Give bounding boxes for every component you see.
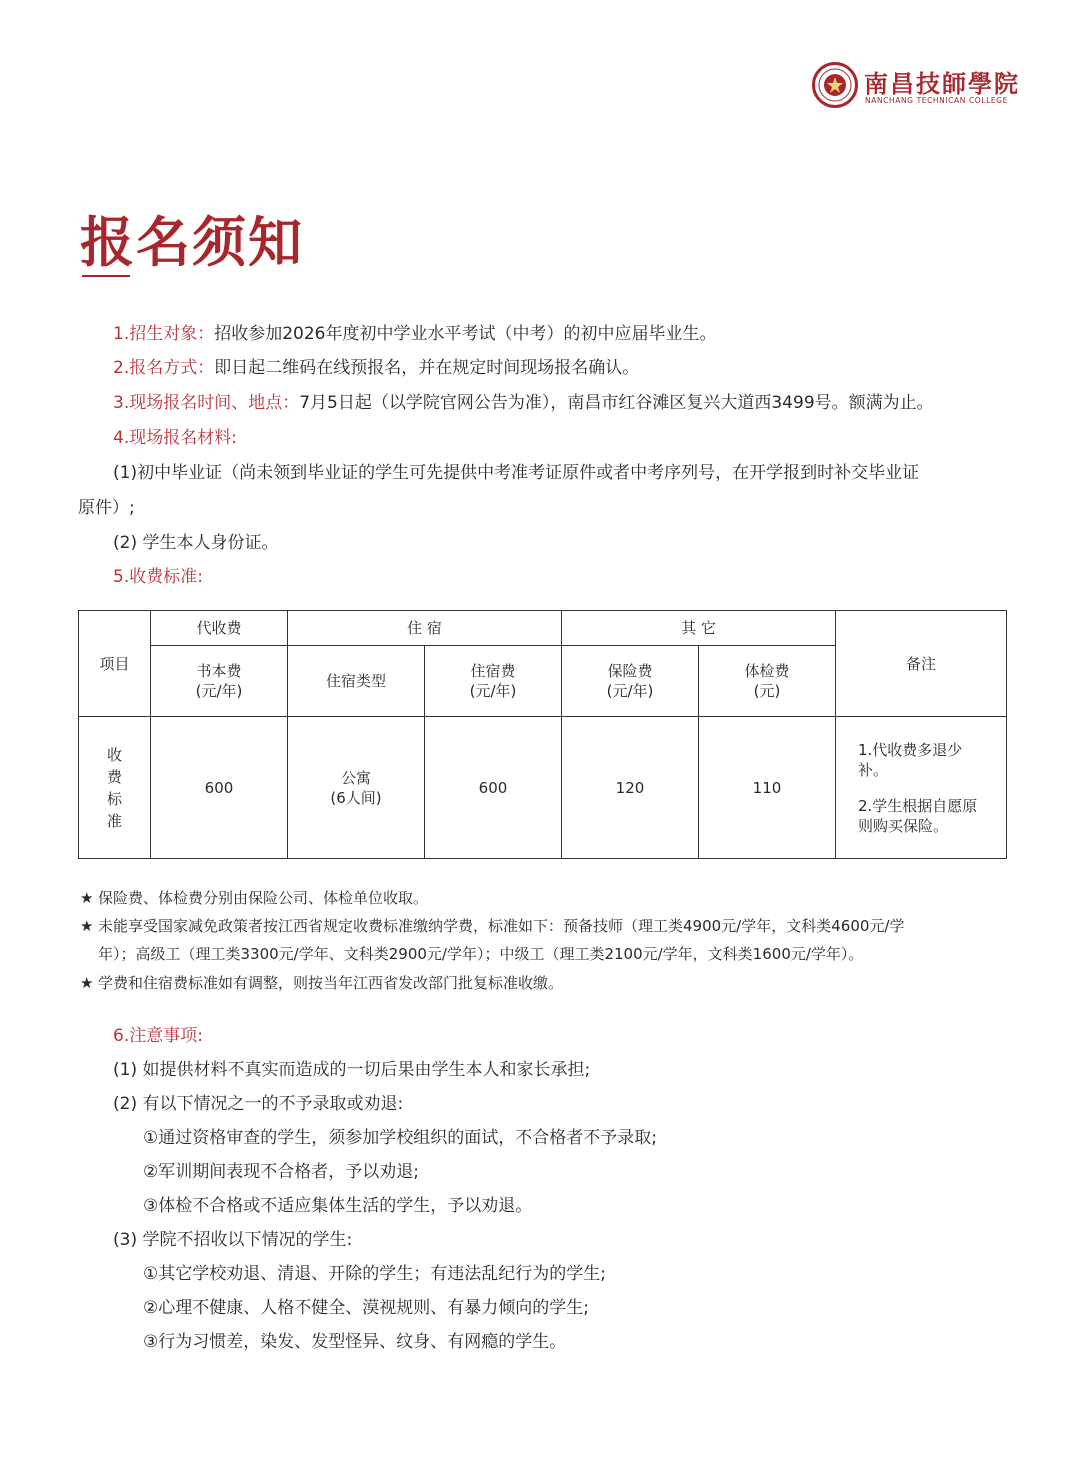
- table-col-room-type: 住宿类型: [288, 646, 425, 717]
- section-label: 2.报名方式：: [113, 358, 215, 378]
- section-notices-label: 6.注意事项:: [113, 1026, 203, 1046]
- fee-table: [78, 610, 1007, 859]
- table-cell-book-fee: 600: [151, 717, 288, 859]
- notice-2-1: ①通过资格审查的学生，须参加学校组织的面试，不合格者不予录取;: [143, 1128, 657, 1148]
- table-cell-room-fee: 600: [425, 717, 562, 859]
- table-header-remark: 备注: [836, 611, 1007, 717]
- notice-3: (3) 学院不招收以下情况的学生:: [113, 1230, 353, 1250]
- college-seal-icon: [812, 62, 858, 108]
- section-text: 招收参加2026年度初中学业水平考试（中考）的初中应届毕业生。: [214, 324, 717, 344]
- college-name-cn: 南昌技師學院: [864, 69, 1020, 98]
- college-logo: [812, 62, 1022, 112]
- table-cell-checkup: 110: [699, 717, 836, 859]
- table-cell-insurance: 120: [562, 717, 699, 859]
- remark-1: 1.代收费多退少补。: [858, 740, 963, 779]
- table-col-checkup: 体检费 (元): [699, 646, 836, 717]
- section-onsite-time-place: [113, 393, 934, 413]
- notice-3-2: ②心理不健康、人格不健全、漠视规则、有暴力倾向的学生;: [143, 1298, 589, 1318]
- note-text: 未能享受国家减免政策者按江西省规定收费标准缴纳学费，标准如下：预备技师（理工类4900元/学年，文科类4600元/学: [98, 917, 905, 935]
- table-group-other: 其 它: [562, 611, 836, 646]
- table-col-insurance: 保险费 (元/年): [562, 646, 699, 717]
- section-text: 7月5日起（以学院官网公告为准），南昌市红谷滩区复兴大道西3499号。额满为止。: [299, 393, 934, 413]
- note-text: 学费和住宿费标准如有调整，则按当年江西省发改部门批复标准收缴。: [98, 974, 564, 992]
- materials-item-1-cont: 原件）;: [78, 498, 135, 518]
- section-materials-label: 4.现场报名材料:: [113, 428, 237, 448]
- table-row-label: [79, 717, 151, 859]
- table-col-room-fee: 住宿费 (元/年): [425, 646, 562, 717]
- materials-item-1: (1)初中毕业证（尚未领到毕业证的学生可先提供中考准考证原件或者中考序列号，在开学报到时补交毕业证: [113, 463, 920, 483]
- note-1: [80, 888, 428, 908]
- notice-2: (2) 有以下情况之一的不予录取或劝退:: [113, 1094, 404, 1114]
- notice-1: (1) 如提供材料不真实而造成的一切后果由学生本人和家长承担;: [113, 1060, 591, 1080]
- star-icon: ★: [80, 974, 94, 992]
- star-icon: ★: [80, 917, 94, 935]
- notice-3-3: ③行为习惯差，染发、发型怪异、纹身、有网瘾的学生。: [143, 1332, 567, 1352]
- note-2-cont: 年）；高级工（理工类3300元/学年、文科类2900元/学年）；中级工（理工类2100元/学年，文科类1600元/学年）。: [98, 945, 864, 963]
- table-cell-remark: [836, 717, 1007, 859]
- section-text: 即日起二维码在线预报名，并在规定时间现场报名确认。: [214, 358, 640, 378]
- section-label: 1.招生对象：: [113, 324, 215, 344]
- title-underline: [82, 275, 130, 277]
- table-cell-room-type: 公寓 (6人间): [288, 717, 425, 859]
- table-group-lodging: 住 宿: [288, 611, 562, 646]
- section-enrollment-target: [113, 324, 717, 344]
- note-3: [80, 973, 563, 993]
- note-2: [80, 916, 904, 936]
- table-col-book-fee: 书本费 (元/年): [151, 646, 288, 717]
- college-name-en: NANCHANG TECHNICAN COLLEGE: [865, 96, 1008, 105]
- notice-3-1: ①其它学校劝退、清退、开除的学生；有违法乱纪行为的学生;: [143, 1264, 606, 1284]
- notice-2-3: ③体检不合格或不适应集体生活的学生，予以劝退。: [143, 1196, 533, 1216]
- page-title: 报名须知: [80, 210, 304, 274]
- notice-2-2: ②军训期间表现不合格者，予以劝退;: [143, 1162, 419, 1182]
- row-label-text: 收费标准: [106, 745, 122, 830]
- table-header-item: 项目: [79, 611, 151, 717]
- section-fees-label: 5.收费标准:: [113, 567, 203, 587]
- table-group-collect: 代收费: [151, 611, 288, 646]
- materials-item-2: (2) 学生本人身份证。: [113, 533, 279, 553]
- section-registration-method: [113, 358, 639, 378]
- star-icon: ★: [80, 889, 94, 907]
- note-text: 保险费、体检费分别由保险公司、体检单位收取。: [98, 889, 429, 907]
- section-label: 3.现场报名时间、地点：: [113, 393, 300, 413]
- remark-2: 2.学生根据自愿原则购买保险。: [858, 796, 978, 835]
